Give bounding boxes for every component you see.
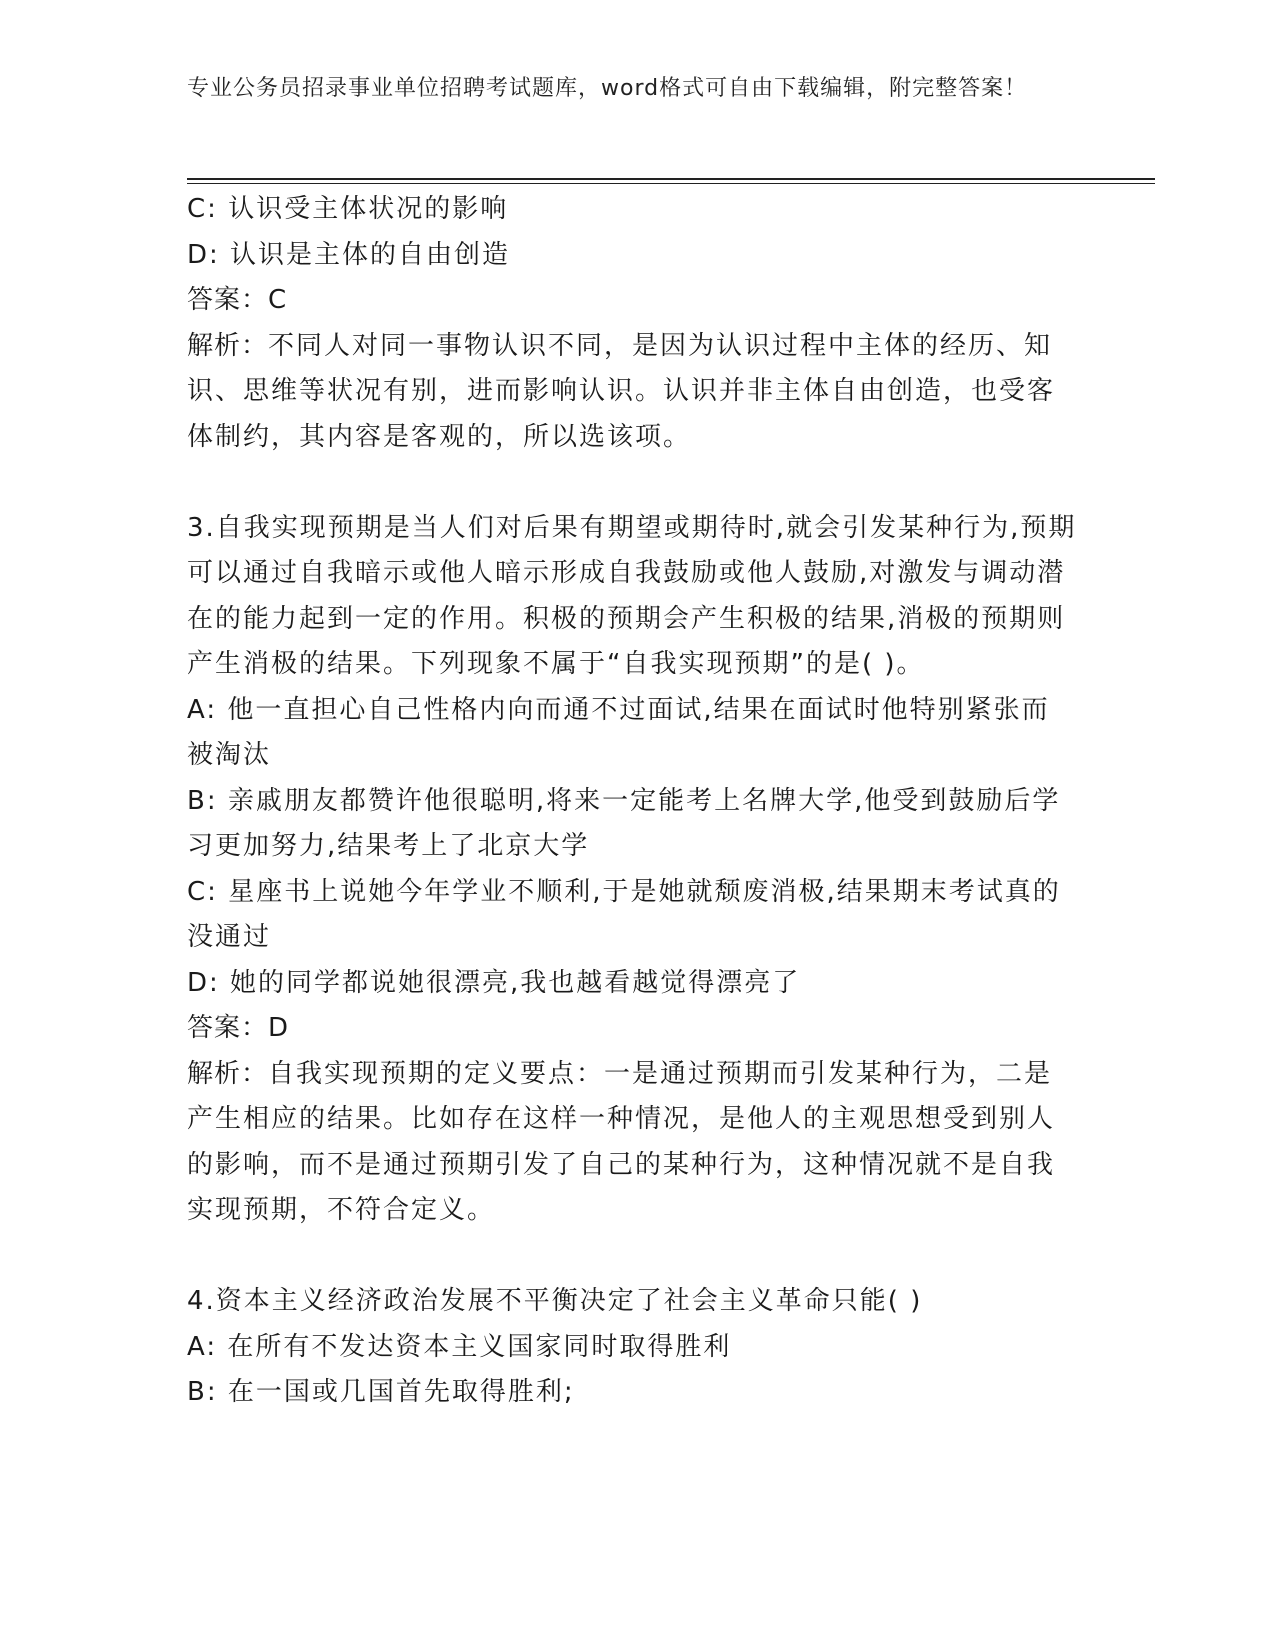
option-text: 她的同学都说她很漂亮,我也越看越觉得漂亮了 [230,967,801,998]
answer-label: 答案： [187,1013,269,1043]
page-content [187,187,1077,1416]
analysis-paragraph [187,324,1077,461]
question-3-stem: 3.自我实现预期是当人们对后果有期望或期待时,就会引发某种行为,预期可以通过自我暗示或他人暗示形成自我鼓励或他人鼓励,对激发与调动潜在的能力起到一定的作用。积极的预期会产生积极的结果,消极的预期则产生消极的结果。下列现象不属于“自我实现预期”的是( )。 [187,512,1077,679]
header-text: 专业公务员招录事业单位招聘考试题库，word格式可自由下载编辑，附完整答案！ [187,76,1028,101]
option-letter: D: [187,967,220,998]
q3-answer-line [187,1006,1077,1052]
q3-option-d [187,961,1077,1007]
analysis-text: 不同人对同一事物认识不同，是因为认识过程中主体的经历、知识、思维等状况有别，进而影响认识。认识并非主体自由创造，也受客体制约，其内容是客观的，所以选该项。 [187,330,1056,452]
answer-value: D [268,1013,291,1043]
option-letter: D: [187,239,220,270]
option-text: 在所有不发达资本主义国家同时取得胜利 [227,1331,732,1362]
option-letter: B: [187,785,218,816]
spacer [187,460,1077,506]
q3-option-c [187,870,1077,961]
page-header [187,74,1067,104]
option-letter: C: [187,876,218,907]
header-rule-thick [187,178,1155,180]
spacer [187,1234,1077,1280]
answer-label: 答案： [187,285,269,315]
option-text: 在一国或几国首先取得胜利; [227,1377,575,1407]
option-d [187,233,1077,279]
option-letter: A: [187,1331,218,1362]
header-rule-thin [187,183,1155,184]
option-c [187,187,1077,233]
answer-value: C [268,285,289,315]
q3-option-a [187,688,1077,779]
q4-option-b [187,1370,1077,1416]
analysis-text: 自我实现预期的定义要点：一是通过预期而引发某种行为，二是产生相应的结果。比如存在这样一种情况，是他人的主观思想受到别人的影响，而不是通过预期引发了自己的某种行为，这种情况就不是自我实现预期，不符合定义。 [187,1058,1056,1225]
analysis-label: 解析： [187,330,269,361]
q3-analysis-paragraph [187,1052,1077,1234]
option-text: 亲戚朋友都赞许他很聪明,将来一定能考上名牌大学,他受到鼓励后学习更加努力,结果考上了北京大学 [187,785,1061,861]
q4-option-a [187,1325,1077,1371]
option-letter: B: [187,1377,218,1407]
option-text: 认识是主体的自由创造 [230,239,511,270]
option-letter: A: [187,694,218,725]
analysis-label: 解析： [187,1058,269,1089]
option-text: 他一直担心自己性格内向而通不过面试,结果在面试时他特别紧张而被淘汰 [187,694,1050,770]
q3-option-b [187,779,1077,870]
option-text: 星座书上说她今年学业不顺利,于是她就颓废消极,结果期末考试真的没通过 [187,876,1061,952]
option-letter: C: [187,194,218,224]
option-text: 认识受主体状况的影响 [228,194,509,224]
answer-line [187,278,1077,324]
question-4-stem: 4.资本主义经济政治发展不平衡决定了社会主义革命只能( ) [187,1286,923,1316]
